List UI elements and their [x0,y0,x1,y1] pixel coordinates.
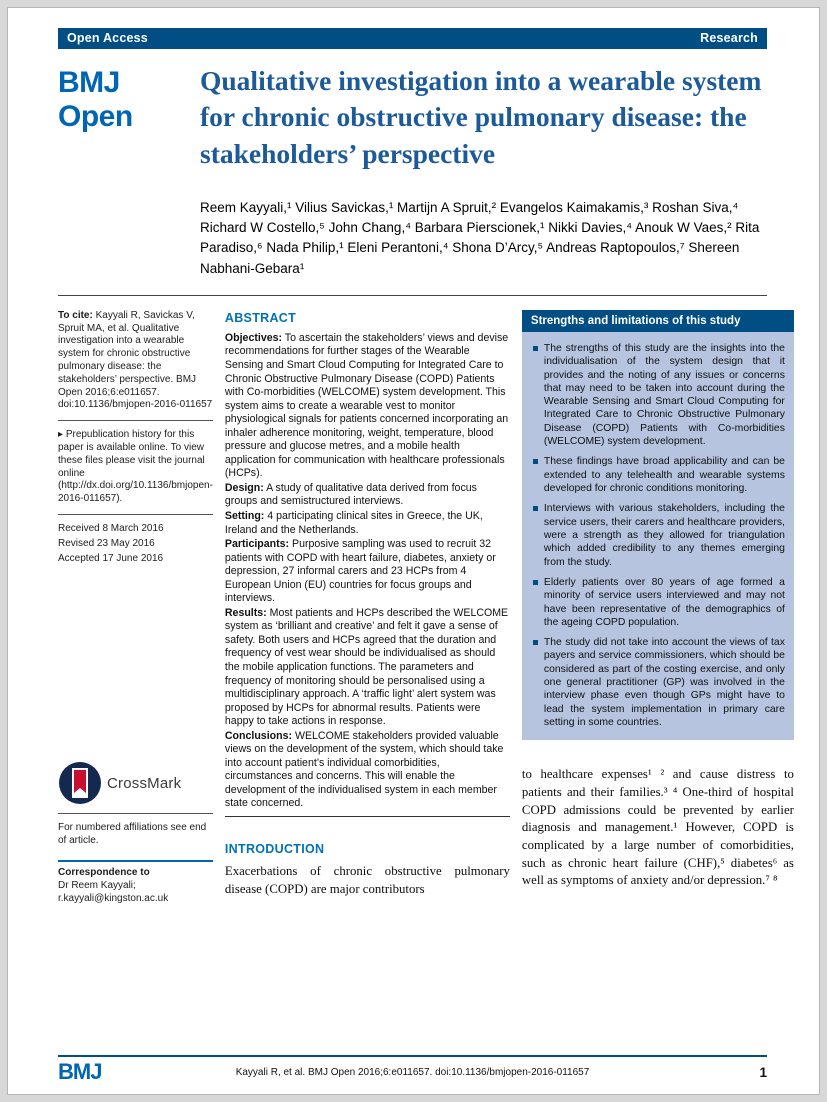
revised-date: Revised 23 May 2016 [58,537,155,549]
page-content [8,8,819,909]
abstract-objectives-text: To ascertain the stakeholders’ views and devise recommendations for further stages of the Wearable Sensing and Smart Cloud Computing for Integrated Care to Chronic Obstructive Pulmonary Disease (COPD) Patients with Co-morbidities (WELCOME) system development. This system aims to create a wearable vest to monitor physiological signals for patients concerned incorporating an inhaler adherence monitoring, weight, temperature, blood pressure and glucose metres, and a mobile health application for communication with healthcare professionals (HCPs). [224,331,509,480]
article-title: Qualitative investigation into a wearable system for chronic obstructive pulmonary disease: the stakeholders’ perspective [200,65,762,169]
to-cite-text: Kayyali R, Savickas V, Spruit MA, et al. Qualitative investigation into a wearable system for chronic obstructive pulmonary disease: the stakeholders’ perspective. BMJ Open 2016;6:e011657. doi:10.1136/bmjopen-2016-011657 [58,309,213,411]
abstract-results-text: Most patients and HCPs described the WELCOME system as ‘brilliant and creative’ and felt it gave a sense of safety. Both users and HCPs agreed that the duration and frequency of vest wear should be individualised as should the mobile application functions. The parameters and frequency of monitoring should be personalised using a multidisciplinary approach. A ‘traffic light’ alert system was proposed by HCPs for abnormal results. Patients were happy to take actions in response. [224,606,509,728]
abstract-design-text: A study of qualitative data derived from focus groups and semistructured interviews. [224,481,477,508]
masthead [58,63,767,172]
abstract-participants-text: Purposive sampling was used to recruit 32 patients with COPD with heart failure, diabetes, anxiety or depression, 27 informal carers and 23 HCPs from 4 European Union (EU) countries for focus groups and interviews. [224,538,496,605]
journal-page [8,8,819,1094]
correspondence-block [58,867,213,905]
to-cite-label: To cite: [58,309,93,321]
received-date: Received 8 March 2016 [58,523,164,535]
correspondence-text[interactable]: Dr Reem Kayyali; r.kayyali@kingston.ac.uk [58,879,169,904]
journal-logo: BMJ Open [58,66,133,133]
strengths-bullet: The strengths of this study are the insights into the individualisation of the system design that it provides and the noting of any issues or concerns that may need to be taken into account during the Wearable Sensing and Smart Cloud Computing for Integrated Care to Chronic Obstructive Pulmonary Disease (COPD) Patients with Co-morbidities (WELCOME) system development. [531,342,785,449]
prepublication-note [58,429,213,506]
strengths-bullet-list [531,342,785,729]
introduction-text-col1: Exacerbations of chronic obstructive pulmonary disease (COPD) are major contributors [224,864,510,896]
strengths-bullet: These findings have broad applicability and can be extended to any telehealth and wearable systems developed for chronic conditions monitoring. [531,455,785,495]
bmj-footer-logo: BMJ [58,1059,102,1084]
strengths-box-body [522,332,794,740]
left-divider [58,420,213,421]
introduction-text-col2: to healthcare expenses¹ ² and cause distress to patients and their families.³ ⁴ One-third of hospital COPD admissions could be prevented by earlier diagnosis and management.¹ However, COPD is complicated by a large number of comorbidities, such as chronic heart failure (CHF),⁵ diabetes⁶ as well as symptoms of anxiety and/or depression.⁷ ⁸ [521,767,794,888]
abstract-conclusions-label: Conclusions: [224,729,293,742]
page-number: 1 [759,1064,767,1080]
abstract-objectives [225,332,510,481]
crossmark-label: CrossMark [107,774,182,792]
abstract-setting-label: Setting: [224,510,265,522]
open-access-label: Open Access [67,31,148,45]
history-dates [58,523,213,565]
topbar [58,28,767,49]
strengths-bullet: Elderly patients over 80 years of age formed a minority of service users interviewed and may not have been representative of the demographics of the ageing COPD population. [531,576,785,629]
abstract-heading: ABSTRACT [224,310,297,325]
prepub-text[interactable]: Prepublication history for this paper is available online. To view these files please visit the journal online (http://dx.doi.org/10.1136/bmjopen-2016-011657). [58,429,213,505]
crossmark-icon [58,761,102,805]
strengths-box [522,310,794,740]
abstract-objectives-label: Objectives: [224,331,283,344]
abstract-conclusions-text: WELCOME stakeholders provided valuable views on the development of the system, which should take into account patient’s individual comorbidities, circumstances and concerns. This will enable the development of the individualised system in each member state concerned. [224,729,504,810]
strengths-column [522,310,794,910]
abstract-participants [225,538,510,606]
to-cite-block [58,310,213,412]
accepted-date: Accepted 17 June 2016 [58,552,164,564]
left-metadata-column [58,310,213,910]
strengths-bullet: Interviews with various stakeholders, including the service users, their carers and healthcare providers, were a strength as they allowed for triangulation which added credibility to any themes emerging from the study. [531,502,785,569]
left-divider [58,514,213,515]
left-divider [58,813,213,814]
footer-divider [58,1055,767,1057]
abstract-column [225,310,510,910]
article-type-label: Research [700,31,758,45]
abstract-design-label: Design: [224,481,264,494]
authors-line: Reem Kayyali,¹ Vilius Savickas,¹ Martijn A Spruit,² Evangelos Kaimakamis,³ Roshan Siva,⁴ Richard W Costello,⁵ John Chang,⁴ Barbara Pierscionek,¹ Nikki Davies,⁴ Anouk W Vaes,² Rita Paradiso,⁶ Nada Philip,¹ Eleni Perantoni,⁴ Shona D’Arcy,⁵ Andreas Raptopoulos,⁷ Shereen Nabhani-Gebara¹ [200,199,760,276]
crossmark-badge[interactable] [58,761,213,805]
abstract-participants-label: Participants: [224,538,290,551]
strengths-box-heading: Strengths and limitations of this study [522,310,794,332]
page-footer [58,1055,767,1084]
abstract-results [225,607,510,729]
abstract-conclusions [225,730,510,811]
footer-row [58,1060,767,1084]
introduction-heading: INTRODUCTION [224,842,325,857]
authors-divider [58,295,767,296]
prepub-arrow-icon: ▸ [58,429,64,441]
abstract-results-label: Results: [224,606,267,619]
abstract-end-divider [225,816,510,817]
abstract-design [225,482,510,509]
footer-citation: Kayyali R, et al. BMJ Open 2016;6:e011657. doi:10.1136/bmjopen-2016-011657 [235,1066,590,1078]
strengths-bullet: The study did not take into account the views of tax payers and service commissioners, which should be considered as part of the costing exercise, and only one general practitioner (GP) was involved in the interview phase even though GPs might have to lead the system implementation in primary care setting in some countries. [531,636,785,729]
correspondence-label: Correspondence to [58,867,150,879]
affiliations-note: For numbered affiliations see end of article. [58,822,207,847]
correspondence-divider [58,860,213,862]
abstract-setting [225,510,510,537]
body-columns [58,309,794,910]
abstract-setting-text: 4 participating clinical sites in Greece, the UK, Ireland and the Netherlands. [224,510,483,536]
